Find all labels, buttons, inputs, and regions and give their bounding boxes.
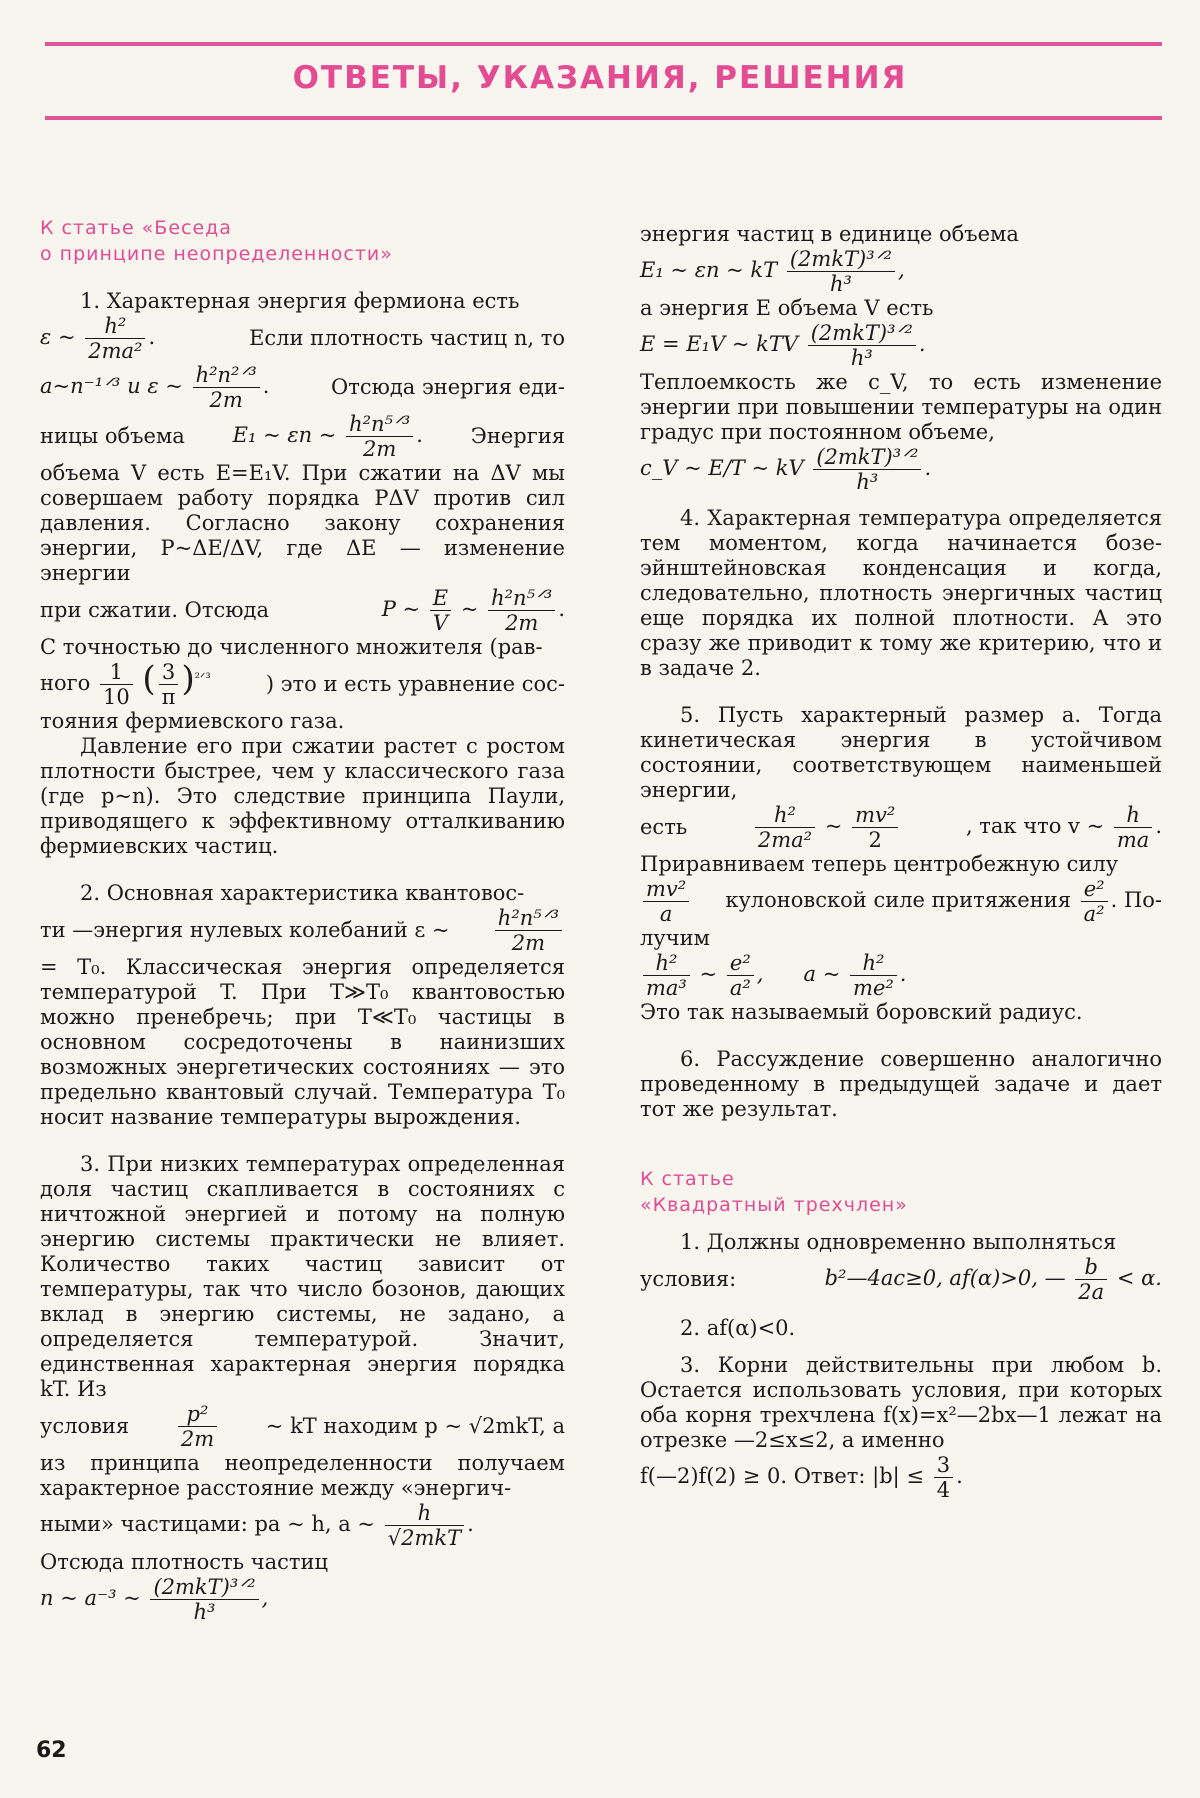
fraction: $\frac{\text{e²}}{\text{a²}}$	[727, 951, 754, 1000]
problem-3-line-b: условия $\frac{\text{p²}}{2m}$ ~ kT находим p ~ √2mkT, а	[40, 1402, 565, 1451]
quadratic-3-answer: f(—2)f(2) ≥ 0. Ответ: |b| ≤ $\frac{3}{4}$ .	[640, 1453, 963, 1502]
section-title: о принципе неопределенности»	[40, 243, 393, 265]
fraction: $\frac{\text{h²}}{\text{ma³}}$	[643, 951, 690, 1000]
problem-2-text: 2. Основная характеристика квантовос-	[80, 881, 525, 905]
problem-2-line-b: ти —энергия нулевых колебаний ε ~ $\frac{\text{h²n⁵ᐟ³}}{2m}$	[40, 906, 565, 955]
problem-1-intro: 1. Характерная энергия фермиона есть	[80, 289, 520, 313]
problem-3-text: 3. При низких температурах определенная доля частиц скапливается в состояниях с ничтожной энергией и потому на полную энергию системы практически не влияет. Количество таких частиц зависит от температуры, так что число бозонов, дающих вклад в энергию системы, не задано, а определяется температурой. Значит, единственная характерная энергия порядка kT. Из	[40, 1152, 565, 1401]
formula-energy-density: E₁ ~ εn ~ kT $\frac{\text{(2mkT)³ᐟ²}}{\text{h³}}$ ,	[640, 247, 905, 296]
fraction: $\frac{E}{V}$	[430, 586, 451, 635]
fraction: $\frac{3}{\pi}$	[159, 660, 179, 709]
right-column	[640, 222, 1162, 1502]
quadratic-1-line-b: условия: b²—4ac≥0, af(α)>0, — $\frac{b}{2a}$ < α.	[640, 1255, 1162, 1304]
problem-3-line-d: ными» частицами: pa ~ h, a ~ $\frac{h}{\text{√2mkT}}$ .	[40, 1501, 474, 1550]
problem-5-text: Это так называемый боровский радиус.	[640, 1000, 1083, 1024]
fraction: $\frac{\text{(2mkT)³ᐟ²}}{\text{h³}}$	[787, 247, 895, 296]
fraction: $\frac{\text{(2mkT)³ᐟ²}}{\text{h³}}$	[808, 321, 916, 370]
problem-5-text: 5. Пусть характерный размер a. Тогда кинетическая энергия в устойчивом состоянии, соответствующем наименьшей энергии,	[640, 703, 1162, 802]
problem-1-text: Давление его при сжатии растет с ростом плотности быстрее, чем у классического газа (где p~n). Это следствие принципа Паули, приводящего к эффективному отталкиванию фермиевских частиц.	[40, 734, 565, 858]
fraction: $\frac{3}{4}$	[934, 1453, 953, 1502]
problem-1-text: тояния фермиевского газа.	[40, 709, 345, 733]
quadratic-3-text: 3. Корни действительны при любом b. Остается использовать условия, при которых оба корня трехчлена f(x)=x²—2bx—1 лежат на отрезке —2≤x≤2, а именно	[640, 1353, 1162, 1452]
fraction: $\frac{\text{h²}}{\text{2ma²}}$	[85, 314, 145, 363]
fraction: $\frac{\text{mv²}}{a}$	[643, 877, 689, 926]
fraction: $\frac{\text{(2mkT)³ᐟ²}}{\text{h³}}$	[813, 445, 921, 494]
formula-bohr: $\frac{\text{h²}}{\text{ma³}}$ ~ $\frac{\text{e²}}{\text{a²}}$ , a ~ $\frac{\text{h²}}{\text{me²}}$ .	[640, 951, 1162, 1000]
answer-text: а энергия E объема V есть	[640, 296, 934, 320]
answer-text: Теплоемкость же c_V, то есть изменение энергии при повышении температуры на один градус при постоянном объеме,	[640, 370, 1162, 444]
header-rule-top	[45, 42, 1162, 46]
problem-5-text: лучим	[640, 926, 710, 950]
section-title: К статье	[640, 1168, 735, 1190]
problem-6-text: 6. Рассуждение совершенно аналогично проведенному в предыдущей задаче и дает тот же результат.	[640, 1047, 1162, 1121]
page-title: ОТВЕТЫ, УКАЗАНИЯ, РЕШЕНИЯ	[292, 60, 908, 96]
section-title: «Квадратный трехчлен»	[640, 1194, 908, 1216]
formula-heat-capacity: c_V ~ E/T ~ kV $\frac{\text{(2mkT)³ᐟ²}}{\text{h³}}$ .	[640, 445, 932, 494]
fraction: $\frac{\text{h²n⁵ᐟ³}}{2m}$	[488, 586, 555, 635]
problem-4-text: 4. Характерная температура определяется тем моментом, когда начинается бозе-эйнштейновская конденсация и когда, следовательно, плотность энергичных частиц еще порядка их полной плотности. А это сразу же приводит к тому же критерию, что и в задаче 2.	[640, 506, 1162, 680]
formula-density: n ~ a⁻³ ~ $\frac{\text{(2mkT)³ᐟ²}}{\text{h³}}$ ,	[40, 1575, 269, 1624]
problem-2-text: = T₀. Классическая энергия определяется температурой T. При T≫T₀ квантовостью можно пренебречь; при T≪T₀ частицы в основном сосредоточены в наинизших возможных энергетических состояниях — это предельно квантовый случай. Температура T₀ носит название температуры вырождения.	[40, 955, 565, 1129]
problem-5-line-b: есть $\frac{\text{h²}}{\text{2ma²}}$ ~ $\frac{\text{mv²}}{2}$ , так что v ~ $\frac{h}{ma}$ .	[640, 803, 1162, 852]
problem-5-line-d: $\frac{\text{mv²}}{a}$ кулоновской силе притяжения $\frac{\text{e²}}{\text{a²}}$ . По-	[640, 877, 1162, 926]
fraction: $\frac{\text{h²n²ᐟ³}}{2m}$	[193, 363, 260, 412]
answer-text: энергия частиц в единице объема	[640, 222, 1019, 246]
fraction: $\frac{h}{\text{√2mkT}}$	[385, 1501, 464, 1550]
fraction: $\frac{\text{mv²}}{2}$	[852, 803, 898, 852]
left-column	[40, 215, 565, 1624]
problem-1-line-a: ε ~ $\frac{\text{h²}}{\text{2ma²}}$ . Если плотность частиц n, то	[40, 314, 565, 363]
page-number: 62	[36, 1738, 67, 1763]
fraction: $\frac{\text{h²}}{\text{me²}}$	[850, 951, 897, 1000]
problem-5-text: Приравниваем теперь центробежную силу	[640, 852, 1119, 876]
fraction: $\frac{h}{ma}$	[1114, 803, 1152, 852]
problem-3-text: Отсюда плотность частиц	[40, 1550, 329, 1574]
header-rule-bottom	[45, 116, 1162, 120]
formula-energy-volume: E = E₁V ~ kTV $\frac{\text{(2mkT)³ᐟ²}}{\text{h³}}$ .	[640, 321, 926, 370]
fraction: $\frac{\text{h²n⁵ᐟ³}}{2m}$	[346, 412, 413, 461]
quadratic-1-text: 1. Должны одновременно выполняться	[680, 1230, 1117, 1254]
fraction: $\frac{\text{e²}}{\text{a²}}$	[1081, 877, 1108, 926]
problem-1-line-g: ного $\frac{1}{10}$ ( $\frac{3}{\pi}$ )$^{^2ᐟ^3}$ ) это и есть уравнение сос-	[40, 659, 565, 709]
fraction: $\frac{\text{h²}}{\text{2ma²}}$	[755, 803, 815, 852]
fraction: $\frac{1}{10}$	[100, 660, 133, 709]
fraction: $\frac{\text{h²n⁵ᐟ³}}{2m}$	[495, 906, 562, 955]
problem-3-text: из принципа неопределенности получаем характерное расстояние между «энергич-	[40, 1451, 565, 1500]
section-title: К статье «Беседа	[40, 217, 232, 239]
problem-1-line-e: при сжатии. Отсюда P ~ $\frac{E}{V}$ ~ $\frac{\text{h²n⁵ᐟ³}}{2m}$ .	[40, 586, 565, 635]
problem-1-line-b: a~n⁻¹ᐟ³ и ε ~ $\frac{\text{h²n²ᐟ³}}{2m}$ . Отсюда энергия еди-	[40, 363, 565, 412]
fraction: $\frac{b}{2a}$	[1075, 1255, 1107, 1304]
fraction: $\frac{\text{p²}}{2m}$	[178, 1402, 217, 1451]
problem-1-line-c: ницы объема E₁ ~ εn ~ $\frac{\text{h²n⁵ᐟ³}}{2m}$ . Энергия	[40, 412, 565, 461]
quadratic-2-text: 2. af(α)<0.	[680, 1316, 796, 1340]
problem-1-text: С точностью до численного множителя (рав-	[40, 635, 543, 659]
problem-1-text: объема V есть E=E₁V. При сжатии на ΔV мы совершаем работу порядка PΔV против сил давления. Согласно закону сохранения энергии, P~ΔE/ΔV, где ΔE — изменение энергии	[40, 461, 565, 585]
fraction: $\frac{\text{(2mkT)³ᐟ²}}{\text{h³}}$	[150, 1575, 258, 1624]
